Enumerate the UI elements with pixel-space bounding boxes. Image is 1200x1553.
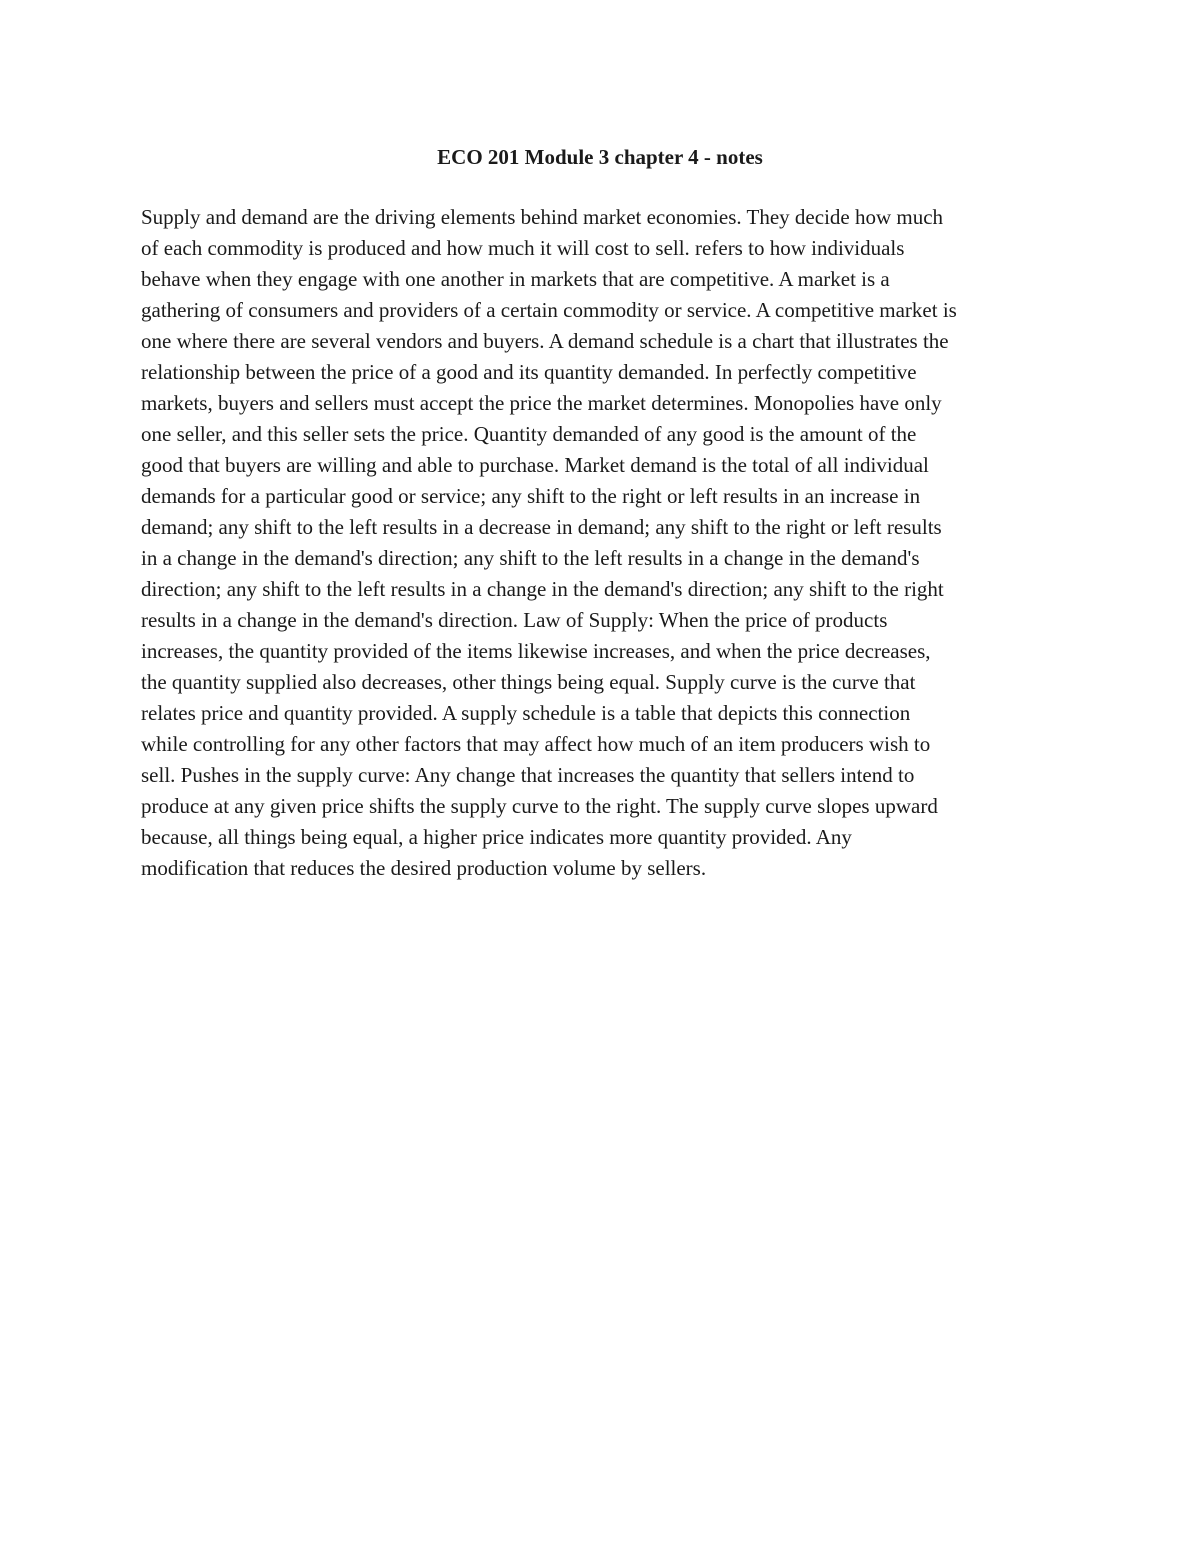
text-line: results in a change in the demand's direction. Law of Supply: When the price of products <box>141 608 888 632</box>
text-line: demands for a particular good or service; any shift to the right or left results in an increase in <box>141 484 921 508</box>
text-line: demand; any shift to the left results in a decrease in demand; any shift to the right or left results <box>141 515 942 539</box>
text-line: because, all things being equal, a higher price indicates more quantity provided. Any <box>141 825 852 849</box>
text-line: good that buyers are willing and able to purchase. Market demand is the total of all individual <box>141 453 929 477</box>
text-line: one where there are several vendors and buyers. A demand schedule is a chart that illustrates the <box>141 329 949 353</box>
text-line: behave when they engage with one another in markets that are competitive. A market is a <box>141 267 890 291</box>
text-line: produce at any given price shifts the supply curve to the right. The supply curve slopes upward <box>141 794 938 818</box>
text-line: relationship between the price of a good and its quantity demanded. In perfectly competitive <box>141 360 917 384</box>
body-paragraph <box>141 202 1071 884</box>
text-line: markets, buyers and sellers must accept the price the market determines. Monopolies have only <box>141 391 942 415</box>
text-line: the quantity supplied also decreases, other things being equal. Supply curve is the curve that <box>141 670 916 694</box>
text-line: Supply and demand are the driving elements behind market economies. They decide how much <box>141 205 944 229</box>
text-line: sell. Pushes in the supply curve: Any change that increases the quantity that sellers intend to <box>141 763 915 787</box>
text-line: gathering of consumers and providers of a certain commodity or service. A competitive market is <box>141 298 957 322</box>
text-line: increases, the quantity provided of the items likewise increases, and when the price decreases, <box>141 639 931 663</box>
text-line: while controlling for any other factors that may affect how much of an item producers wish to <box>141 732 931 756</box>
text-line: one seller, and this seller sets the price. Quantity demanded of any good is the amount of the <box>141 422 917 446</box>
text-line: modification that reduces the desired production volume by sellers. <box>141 856 707 880</box>
page-title: ECO 201 Module 3 chapter 4 - notes <box>437 145 763 169</box>
text-line: direction; any shift to the left results in a change in the demand's direction; any shift to the right <box>141 577 944 601</box>
text-line: in a change in the demand's direction; any shift to the left results in a change in the demand's <box>141 546 920 570</box>
text-line: relates price and quantity provided. A supply schedule is a table that depicts this connection <box>141 701 911 725</box>
text-line: of each commodity is produced and how much it will cost to sell. refers to how individuals <box>141 236 905 260</box>
